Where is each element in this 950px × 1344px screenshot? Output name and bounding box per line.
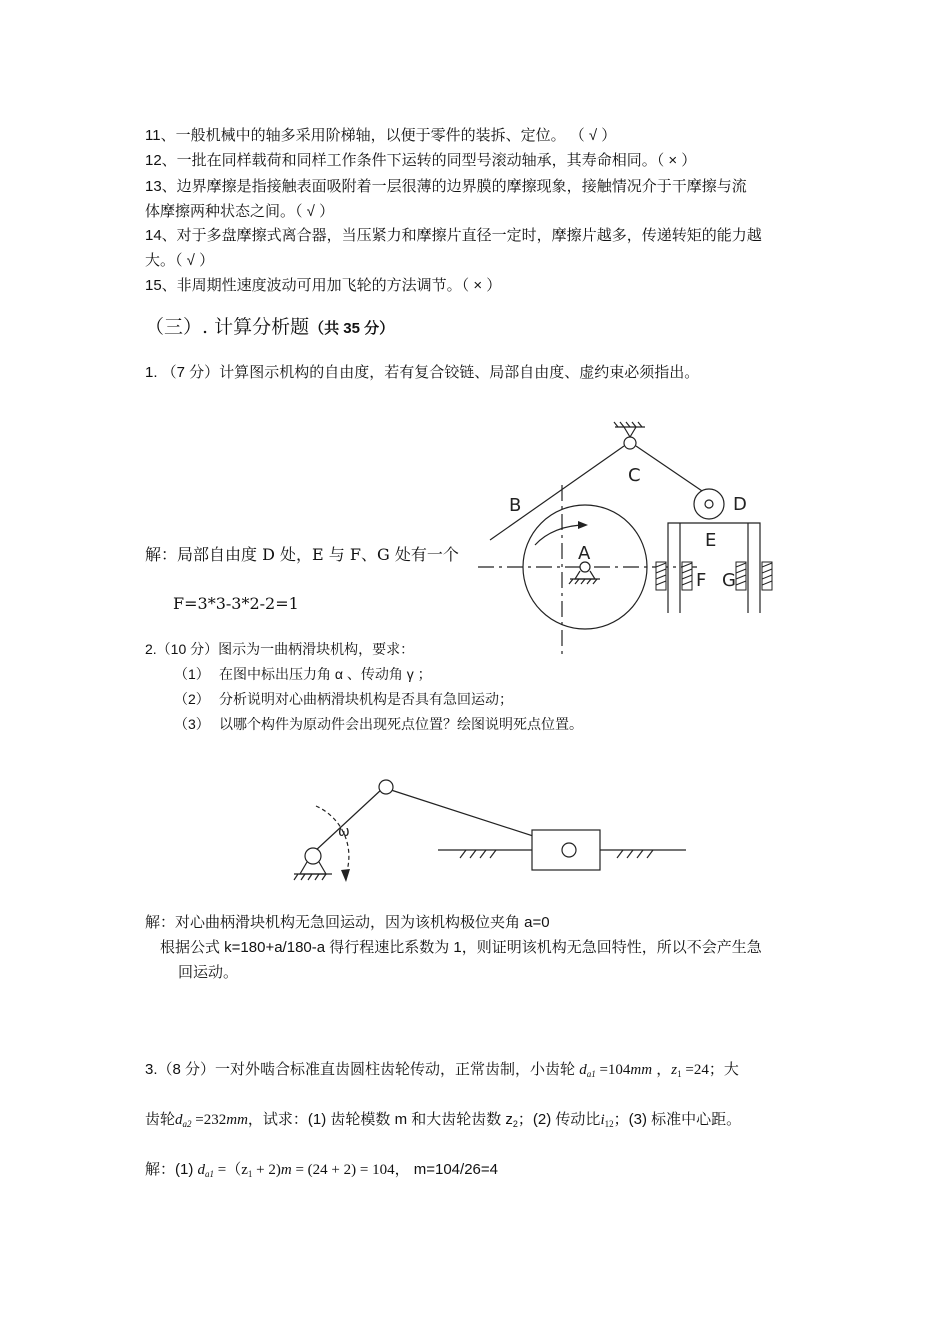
statement-14-cont: 大。（ √ ）: [145, 252, 215, 269]
q3-line2-mid: ，试求：(1) 齿轮模数 m 和大齿轮齿数 z: [247, 1111, 513, 1128]
section-heading: [145, 314, 394, 342]
answer-expr-b: + 2): [252, 1162, 281, 1178]
q3-answer-pre: 解：(1): [145, 1161, 194, 1178]
question-2-text: 2.（10 分）图示为一曲柄滑块机构，要求：: [145, 641, 415, 657]
statement-14: 14、对于多盘摩擦式离合器，当压紧力和摩擦片直径一定时，摩擦片越多，传递转矩的能力越: [145, 227, 762, 244]
answer-subscript-1: 1: [247, 1169, 253, 1179]
q3-answer-post: ， m=104/26=4: [394, 1161, 498, 1178]
unit-mm: mm: [630, 1062, 653, 1078]
mechanism-diagram-1: [460, 415, 790, 660]
label-b: B: [509, 495, 522, 516]
question-2-item-1-num: （1）: [174, 666, 210, 682]
question-2-item-2-num: （2）: [174, 691, 210, 707]
omega-label: ω: [338, 824, 350, 840]
subscript-a1: a1: [586, 1069, 596, 1079]
statement-13: 13、边界摩擦是指接触表面吸附着一层很薄的边界膜的摩擦现象，接触情况介于干摩擦与流: [145, 178, 747, 195]
symbol-z1: z: [671, 1062, 678, 1078]
q3-line1-pre: 3.（8 分）一对外啮合标准直齿圆柱齿轮传动，正常齿制，小齿轮: [145, 1061, 576, 1078]
label-a: A: [578, 543, 591, 564]
symbol-i12: i: [600, 1112, 605, 1128]
question-3-line-2: [145, 1110, 741, 1134]
question-2-item-2: 分析说明对心曲柄滑块机构是否具有急回运动；: [219, 691, 513, 707]
subscript-1: 1: [677, 1069, 682, 1079]
label-d: D: [733, 494, 747, 515]
question-3-line-1: 3.（8 分）一对外啮合标准直齿圆柱齿轮传动，正常齿制，小齿轮 $d_{a1} =104mm$ ，$z_1 =24$；大: [145, 1061, 739, 1079]
answer-symbol-da1: d: [197, 1162, 206, 1178]
answer-subscript-a1: a1: [205, 1169, 215, 1179]
subscript-2: 2: [512, 1119, 518, 1129]
label-f: F: [696, 570, 707, 591]
q3-line2-pre: 齿轮: [145, 1111, 176, 1128]
q3-line2-post: ；(3) 标准中心距。: [613, 1111, 742, 1128]
statement-12: 12、一批在同样载荷和同样工作条件下运转的同型号滚动轴承，其寿命相同。（ × ）: [145, 152, 697, 169]
unit-mm-2: mm: [226, 1112, 248, 1128]
question-1-formula: F=3*3-3*2-2=1: [173, 594, 299, 613]
symbol-da2: d: [175, 1112, 183, 1128]
q3-line2-mid2: ；(2) 传动比: [517, 1111, 601, 1128]
question-2-item-3-num: （3）: [174, 716, 210, 732]
value-da1: =104: [595, 1062, 631, 1078]
q3-line1-post: ；大: [708, 1061, 739, 1078]
statement-15: 15、非周期性速度波动可用加飞轮的方法调节。（ × ）: [145, 277, 502, 294]
answer-expr-a: =（z: [214, 1162, 248, 1178]
value-da2: =232: [191, 1112, 227, 1128]
question-2-item-1: 在图中标出压力角 α 、传动角 γ ；: [219, 666, 432, 682]
label-g: G: [722, 570, 736, 591]
answer-expr-c: = (24 + 2) = 104: [291, 1162, 395, 1178]
subscript-12: 12: [604, 1119, 614, 1129]
question-2-item-3: 以哪个构件为原动件会出现死点位置？绘图说明死点位置。: [219, 716, 583, 732]
question-2-answer-2: 根据公式 k=180+a/180-a 得行程速比系数为 1，则证明该机构无急回特性，所以不会产生急: [160, 939, 762, 956]
label-c: C: [628, 465, 641, 486]
statement-13-cont: 体摩擦两种状态之间。（ √ ）: [145, 203, 335, 220]
section-score: （共 35 分）: [309, 320, 395, 337]
value-z1: =24: [681, 1062, 709, 1078]
question-3-answer: [145, 1160, 498, 1184]
slider-crank-diagram: [288, 770, 698, 890]
question-2-answer-1: 解：对心曲柄滑块机构无急回运动，因为该机构极位夹角 a=0: [145, 914, 550, 931]
symbol-da1: d: [579, 1062, 587, 1078]
label-e: E: [705, 530, 717, 551]
subscript-a2: a2: [182, 1119, 192, 1129]
answer-m: m: [280, 1162, 292, 1178]
question-1-text: 1. （7 分）计算图示机构的自由度，若有复合铰链、局部自由度、虚约束必须指出。: [145, 364, 700, 381]
question-1-answer: 解：局部自由度 D 处，E 与 F、G 处有一个: [145, 545, 459, 564]
question-2-answer-3: 回运动。: [178, 964, 239, 981]
section-title: （三）. 计算分析题: [145, 316, 310, 338]
statement-11: 11、一般机械中的轴多采用阶梯轴，以便于零件的装拆、定位。 （ √ ）: [145, 127, 617, 144]
